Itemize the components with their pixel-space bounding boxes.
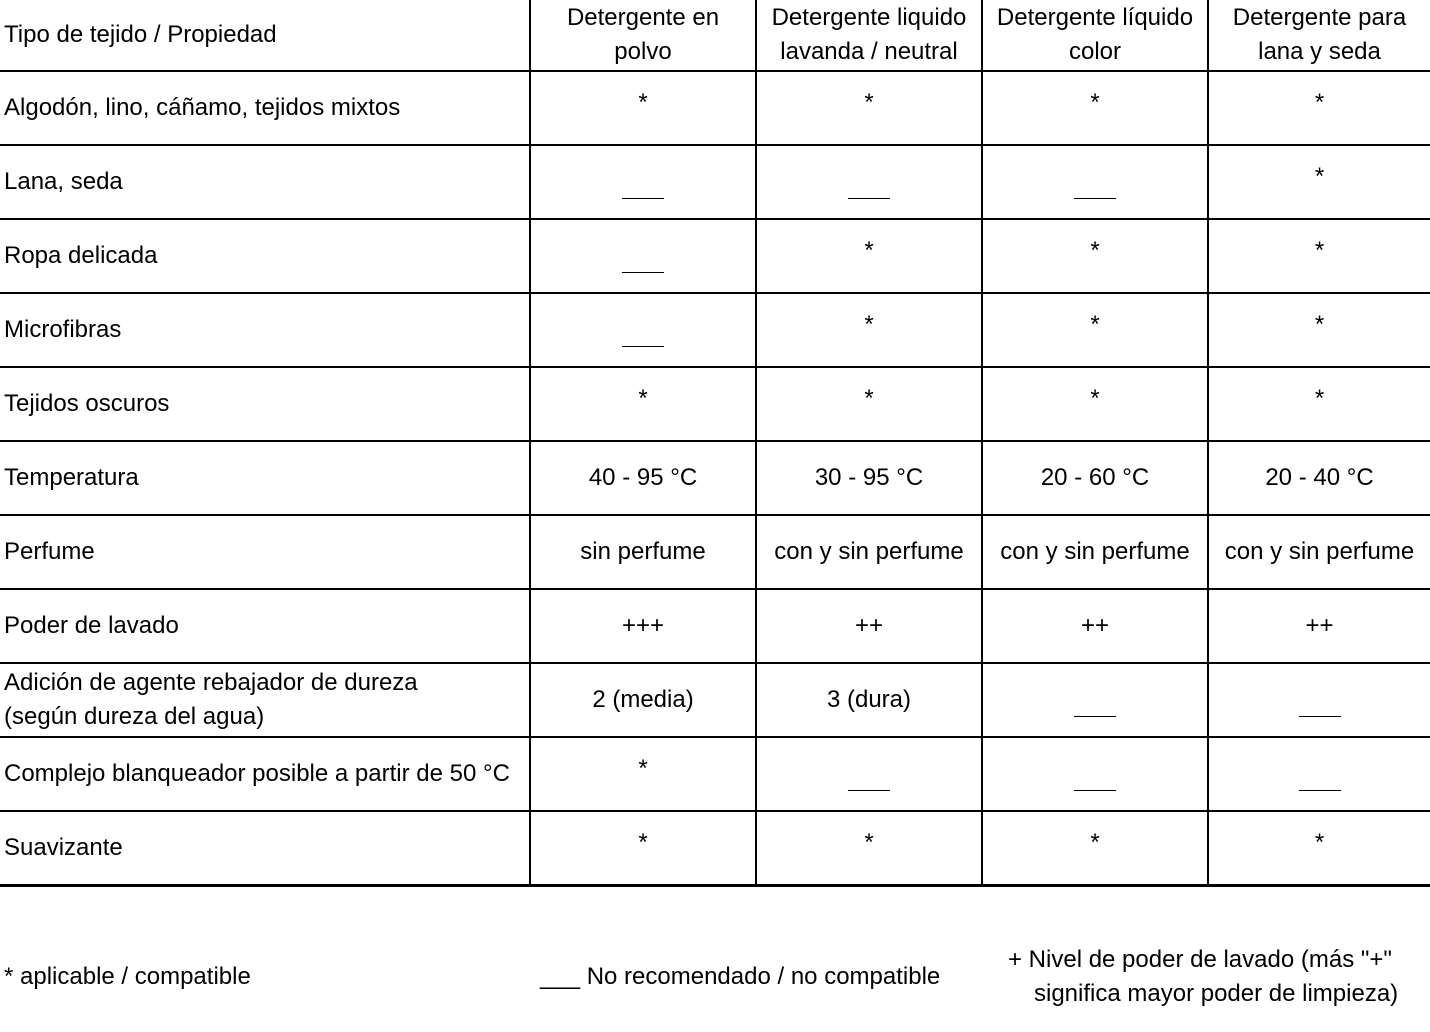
row-value-col1 [530, 71, 756, 145]
row-value-col4 [1208, 367, 1430, 441]
applicable-mark: * [864, 89, 874, 116]
not-recommended-mark [622, 198, 664, 199]
row-value-col1 [530, 515, 756, 589]
applicable-mark: * [1314, 237, 1325, 264]
row-value-col2 [756, 589, 982, 663]
row-value-col4 [1208, 811, 1430, 886]
row-value-col4 [1208, 441, 1430, 515]
table-row [0, 145, 1430, 219]
row-label: Lana, seda [0, 145, 530, 219]
applicable-mark: * [1314, 89, 1325, 116]
row-label: Perfume [0, 515, 530, 589]
table-row [0, 515, 1430, 589]
row-value-col1 [530, 811, 756, 886]
row-value-col4 [1208, 145, 1430, 219]
cell-value: con y sin perfume [1000, 538, 1190, 565]
applicable-mark: * [864, 385, 874, 412]
row-value-col4 [1208, 589, 1430, 663]
cell-value: sin perfume [580, 538, 706, 565]
applicable-mark: * [864, 311, 874, 338]
applicable-mark: * [1314, 385, 1325, 412]
row-label: Tejidos oscuros [0, 367, 530, 441]
cell-value: ++ [854, 612, 884, 639]
not-recommended-mark [1074, 790, 1116, 791]
applicable-mark: * [1314, 311, 1325, 338]
applicable-mark: * [1090, 89, 1100, 116]
applicable-mark: * [864, 829, 874, 856]
table-row [0, 293, 1430, 367]
cell-value: con y sin perfume [1224, 538, 1415, 565]
table-header-row [0, 0, 1430, 71]
applicable-mark: * [638, 89, 648, 116]
cell-value: ++ [1305, 612, 1334, 639]
row-value-col3 [982, 293, 1208, 367]
legend-applicable: * aplicable / compatible [4, 963, 251, 990]
row-value-col2 [756, 515, 982, 589]
row-value-col2 [756, 811, 982, 886]
applicable-mark: * [1090, 829, 1100, 856]
row-value-col2 [756, 441, 982, 515]
applicable-mark: * [638, 755, 648, 782]
header-property: Tipo de tejido / Propiedad [0, 0, 530, 71]
row-value-col4 [1208, 663, 1430, 737]
row-label: Microfibras [0, 293, 530, 367]
row-value-col4 [1208, 293, 1430, 367]
row-label: Adición de agente rebajador de dureza (según dureza del agua) [0, 663, 530, 737]
row-value-col2 [756, 145, 982, 219]
row-value-col1 [530, 589, 756, 663]
not-recommended-mark [1299, 790, 1341, 791]
cell-value: 20 - 40 °C [1265, 464, 1374, 491]
row-label: Suavizante [0, 811, 530, 886]
table-row [0, 589, 1430, 663]
applicable-mark: * [1090, 385, 1100, 412]
row-value-col4 [1208, 71, 1430, 145]
row-value-col3 [982, 663, 1208, 737]
applicable-mark: * [1090, 237, 1100, 264]
row-value-col2 [756, 367, 982, 441]
not-recommended-mark [1074, 198, 1116, 199]
applicable-mark: * [1314, 163, 1325, 190]
row-value-col4 [1208, 737, 1430, 811]
header-powder-detergent: Detergente en polvo [530, 0, 756, 71]
row-value-col1 [530, 441, 756, 515]
row-value-col3 [982, 737, 1208, 811]
row-value-col4 [1208, 515, 1430, 589]
row-value-col2 [756, 737, 982, 811]
row-value-col2 [756, 663, 982, 737]
applicable-mark: * [864, 237, 874, 264]
row-value-col3 [982, 811, 1208, 886]
row-label: Poder de lavado [0, 589, 530, 663]
row-value-col1 [530, 219, 756, 293]
cell-value: 20 - 60 °C [1040, 464, 1150, 491]
cell-value: 40 - 95 °C [588, 464, 698, 491]
applicable-mark: * [1090, 311, 1100, 338]
row-label: Algodón, lino, cáñamo, tejidos mixtos [0, 71, 530, 145]
row-label: Complejo blanqueador posible a partir de 50 °C [0, 737, 530, 811]
not-recommended-mark [1074, 716, 1116, 717]
row-value-col3 [982, 219, 1208, 293]
row-value-col4 [1208, 219, 1430, 293]
applicable-mark: * [638, 829, 648, 856]
legend-not-recommended: ___ No recomendado / no compatible [540, 963, 941, 990]
applicable-mark: * [1314, 829, 1325, 856]
row-value-col3 [982, 515, 1208, 589]
not-recommended-mark [622, 346, 664, 347]
legend-washing-power: + Nivel de poder de lavado (más "+" significa mayor poder de limpieza) [1008, 946, 1399, 1007]
row-value-col1 [530, 293, 756, 367]
row-value-col1 [530, 663, 756, 737]
row-value-col3 [982, 441, 1208, 515]
row-value-col1 [530, 145, 756, 219]
cell-value: con y sin perfume [774, 538, 964, 565]
header-liquid-color-detergent: Detergente líquido color [982, 0, 1208, 71]
header-wool-silk-detergent: Detergente para lana y seda [1208, 0, 1430, 71]
row-value-col3 [982, 145, 1208, 219]
applicable-mark: * [638, 385, 648, 412]
cell-value: 30 - 95 °C [814, 464, 924, 491]
not-recommended-mark [848, 790, 890, 791]
table-row [0, 71, 1430, 145]
cell-value: +++ [621, 612, 665, 639]
header-liquid-lavender-detergent: Detergente liquido lavanda / neutral [756, 0, 982, 71]
row-value-col1 [530, 367, 756, 441]
not-recommended-mark [1299, 716, 1341, 717]
row-value-col3 [982, 367, 1208, 441]
cell-value: 3 (dura) [826, 686, 912, 713]
row-label: Temperatura [0, 441, 530, 515]
not-recommended-mark [622, 272, 664, 273]
row-label: Ropa delicada [0, 219, 530, 293]
row-value-col2 [756, 219, 982, 293]
table-row [0, 441, 1430, 515]
table-row [0, 219, 1430, 293]
row-value-col2 [756, 71, 982, 145]
table-row [0, 663, 1430, 737]
row-value-col3 [982, 589, 1208, 663]
cell-value: ++ [1080, 612, 1110, 639]
row-value-col1 [530, 737, 756, 811]
cell-value: 2 (media) [592, 686, 694, 713]
table-row [0, 811, 1430, 886]
table-row [0, 737, 1430, 811]
not-recommended-mark [848, 198, 890, 199]
table-row [0, 367, 1430, 441]
row-value-col3 [982, 71, 1208, 145]
row-value-col2 [756, 293, 982, 367]
